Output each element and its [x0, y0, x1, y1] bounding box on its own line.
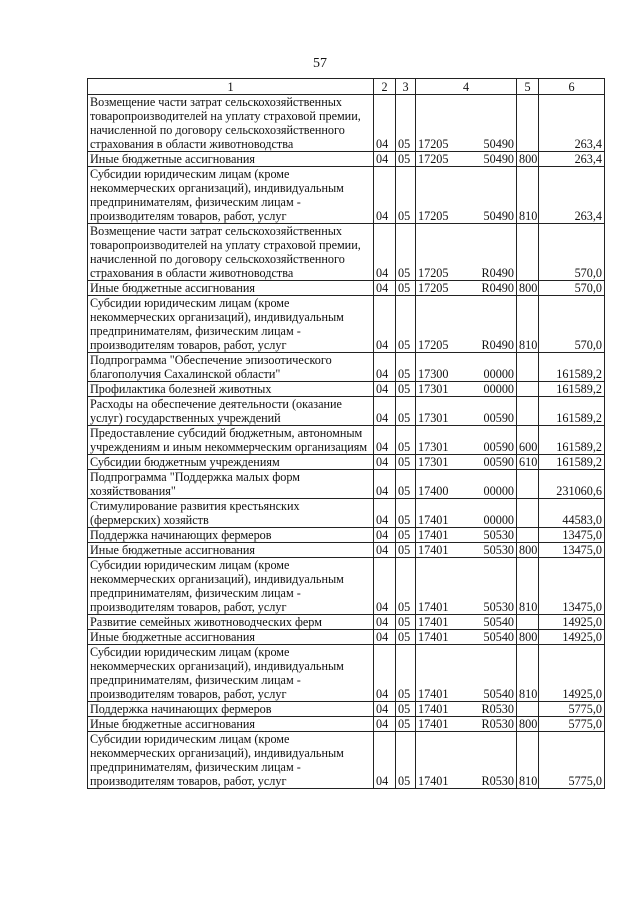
row-expense-type-code [517, 95, 539, 152]
row-name: Возмещение части затрат сельскохозяйственных товаропроизводителей на уплату страховой премии, начисленной по договору сельскохозяйственного страхования в области животноводства [88, 95, 374, 152]
header-col-4: 4 [416, 79, 517, 95]
table-row [88, 455, 605, 470]
row-subsection-code: 05 [396, 224, 416, 281]
header-col-6: 6 [539, 79, 605, 95]
row-section-code: 04 [374, 296, 396, 353]
row-program-code: 17301 [416, 426, 464, 455]
row-subsection-code: 05 [396, 167, 416, 224]
row-program-code: 17301 [416, 455, 464, 470]
row-subsection-code: 05 [396, 645, 416, 702]
row-amount: 570,0 [539, 296, 605, 353]
row-program-code: 17205 [416, 296, 464, 353]
row-expense-type-code [517, 702, 539, 717]
row-program-code: 17401 [416, 630, 464, 645]
row-subsection-code: 05 [396, 630, 416, 645]
table-row [88, 224, 605, 281]
row-name: Субсидии юридическим лицам (кроме некоммерческих организаций), индивидуальным предпринимателям, физическим лицам - производителям товаров, работ, услуг [88, 645, 374, 702]
row-section-code: 04 [374, 732, 396, 789]
row-direction-code: 50540 [464, 630, 517, 645]
row-amount: 263,4 [539, 95, 605, 152]
table-row [88, 95, 605, 152]
row-expense-type-code: 810 [517, 732, 539, 789]
row-amount: 14925,0 [539, 615, 605, 630]
row-section-code: 04 [374, 382, 396, 397]
header-col-2: 2 [374, 79, 396, 95]
row-direction-code: 50530 [464, 558, 517, 615]
row-expense-type-code [517, 470, 539, 499]
row-amount: 13475,0 [539, 558, 605, 615]
row-section-code: 04 [374, 167, 396, 224]
table-row [88, 528, 605, 543]
table-row [88, 167, 605, 224]
row-name: Профилактика болезней животных [88, 382, 374, 397]
row-direction-code: R0530 [464, 702, 517, 717]
table-header-row [88, 79, 605, 95]
row-name: Субсидии юридическим лицам (кроме некоммерческих организаций), индивидуальным предпринимателям, физическим лицам - производителям товаров, работ, услуг [88, 167, 374, 224]
row-name: Иные бюджетные ассигнования [88, 630, 374, 645]
row-direction-code: 50530 [464, 543, 517, 558]
row-section-code: 04 [374, 499, 396, 528]
row-subsection-code: 05 [396, 455, 416, 470]
row-expense-type-code: 810 [517, 645, 539, 702]
table-row [88, 499, 605, 528]
row-section-code: 04 [374, 224, 396, 281]
row-amount: 14925,0 [539, 645, 605, 702]
table-row [88, 382, 605, 397]
row-subsection-code: 05 [396, 95, 416, 152]
row-expense-type-code [517, 528, 539, 543]
row-direction-code: R0530 [464, 717, 517, 732]
row-direction-code: R0490 [464, 224, 517, 281]
row-expense-type-code: 600 [517, 426, 539, 455]
table-row [88, 152, 605, 167]
row-name: Субсидии бюджетным учреждениям [88, 455, 374, 470]
row-section-code: 04 [374, 630, 396, 645]
header-col-5: 5 [517, 79, 539, 95]
row-subsection-code: 05 [396, 543, 416, 558]
row-subsection-code: 05 [396, 152, 416, 167]
row-expense-type-code: 610 [517, 455, 539, 470]
row-program-code: 17401 [416, 732, 464, 789]
row-amount: 161589,2 [539, 382, 605, 397]
row-name: Поддержка начинающих фермеров [88, 702, 374, 717]
row-name: Иные бюджетные ассигнования [88, 281, 374, 296]
row-amount: 14925,0 [539, 630, 605, 645]
row-expense-type-code [517, 353, 539, 382]
row-amount: 5775,0 [539, 702, 605, 717]
row-direction-code: R0530 [464, 732, 517, 789]
row-program-code: 17401 [416, 528, 464, 543]
table-row [88, 630, 605, 645]
header-col-1: 1 [88, 79, 374, 95]
row-expense-type-code [517, 499, 539, 528]
table-row [88, 353, 605, 382]
row-amount: 13475,0 [539, 543, 605, 558]
row-program-code: 17400 [416, 470, 464, 499]
row-program-code: 17205 [416, 281, 464, 296]
row-subsection-code: 05 [396, 426, 416, 455]
row-amount: 263,4 [539, 167, 605, 224]
row-direction-code: R0490 [464, 281, 517, 296]
row-section-code: 04 [374, 95, 396, 152]
row-direction-code: 50530 [464, 528, 517, 543]
row-section-code: 04 [374, 397, 396, 426]
row-amount: 161589,2 [539, 353, 605, 382]
row-direction-code: 50490 [464, 95, 517, 152]
row-section-code: 04 [374, 528, 396, 543]
row-expense-type-code [517, 224, 539, 281]
table-row [88, 717, 605, 732]
table-row [88, 470, 605, 499]
row-direction-code: 50490 [464, 167, 517, 224]
row-amount: 570,0 [539, 224, 605, 281]
table-row [88, 426, 605, 455]
row-direction-code: 00590 [464, 397, 517, 426]
row-section-code: 04 [374, 717, 396, 732]
row-name: Возмещение части затрат сельскохозяйственных товаропроизводителей на уплату страховой премии, начисленной по договору сельскохозяйственного страхования в области животноводства [88, 224, 374, 281]
row-direction-code: 50540 [464, 615, 517, 630]
row-name: Субсидии юридическим лицам (кроме некоммерческих организаций), индивидуальным предпринимателям, физическим лицам - производителям товаров, работ, услуг [88, 558, 374, 615]
row-program-code: 17301 [416, 397, 464, 426]
row-section-code: 04 [374, 152, 396, 167]
row-direction-code: 00000 [464, 470, 517, 499]
row-amount: 570,0 [539, 281, 605, 296]
row-program-code: 17301 [416, 382, 464, 397]
row-subsection-code: 05 [396, 470, 416, 499]
table-row [88, 615, 605, 630]
row-name: Поддержка начинающих фермеров [88, 528, 374, 543]
row-subsection-code: 05 [396, 296, 416, 353]
row-section-code: 04 [374, 645, 396, 702]
row-name: Субсидии юридическим лицам (кроме некоммерческих организаций), индивидуальным предпринимателям, физическим лицам - производителям товаров, работ, услуг [88, 296, 374, 353]
row-amount: 44583,0 [539, 499, 605, 528]
row-subsection-code: 05 [396, 732, 416, 789]
row-subsection-code: 05 [396, 397, 416, 426]
row-subsection-code: 05 [396, 558, 416, 615]
row-amount: 263,4 [539, 152, 605, 167]
row-program-code: 17205 [416, 152, 464, 167]
row-direction-code: 00590 [464, 426, 517, 455]
row-program-code: 17205 [416, 167, 464, 224]
row-amount: 13475,0 [539, 528, 605, 543]
row-amount: 5775,0 [539, 717, 605, 732]
row-program-code: 17205 [416, 224, 464, 281]
row-subsection-code: 05 [396, 353, 416, 382]
row-expense-type-code [517, 615, 539, 630]
row-name: Предоставление субсидий бюджетным, автономным учреждениям и иным некоммерческим организациям [88, 426, 374, 455]
row-section-code: 04 [374, 281, 396, 296]
row-section-code: 04 [374, 470, 396, 499]
row-expense-type-code: 800 [517, 717, 539, 732]
budget-table [87, 78, 605, 789]
row-expense-type-code: 800 [517, 152, 539, 167]
row-program-code: 17401 [416, 717, 464, 732]
row-section-code: 04 [374, 455, 396, 470]
row-subsection-code: 05 [396, 615, 416, 630]
row-subsection-code: 05 [396, 382, 416, 397]
row-section-code: 04 [374, 543, 396, 558]
row-name: Подпрограмма "Обеспечение эпизоотического благополучия Сахалинской области" [88, 353, 374, 382]
row-program-code: 17401 [416, 615, 464, 630]
table-row [88, 397, 605, 426]
table-row [88, 281, 605, 296]
row-name: Иные бюджетные ассигнования [88, 152, 374, 167]
row-name: Иные бюджетные ассигнования [88, 717, 374, 732]
header-col-3: 3 [396, 79, 416, 95]
row-section-code: 04 [374, 615, 396, 630]
row-subsection-code: 05 [396, 281, 416, 296]
row-name: Развитие семейных животноводческих ферм [88, 615, 374, 630]
row-section-code: 04 [374, 426, 396, 455]
row-amount: 231060,6 [539, 470, 605, 499]
table-row [88, 732, 605, 789]
row-program-code: 17401 [416, 702, 464, 717]
row-name: Субсидии юридическим лицам (кроме некоммерческих организаций), индивидуальным предпринимателям, физическим лицам - производителям товаров, работ, услуг [88, 732, 374, 789]
row-section-code: 04 [374, 558, 396, 615]
row-expense-type-code [517, 397, 539, 426]
table-row [88, 543, 605, 558]
row-expense-type-code: 800 [517, 543, 539, 558]
row-program-code: 17401 [416, 543, 464, 558]
table-row [88, 558, 605, 615]
row-program-code: 17401 [416, 558, 464, 615]
row-direction-code: R0490 [464, 296, 517, 353]
row-program-code: 17300 [416, 353, 464, 382]
table-row [88, 645, 605, 702]
row-subsection-code: 05 [396, 702, 416, 717]
row-direction-code: 50490 [464, 152, 517, 167]
table-row [88, 702, 605, 717]
row-name: Стимулирование развития крестьянских (фермерских) хозяйств [88, 499, 374, 528]
row-amount: 161589,2 [539, 397, 605, 426]
row-subsection-code: 05 [396, 717, 416, 732]
row-expense-type-code: 810 [517, 558, 539, 615]
row-expense-type-code: 800 [517, 281, 539, 296]
row-name: Расходы на обеспечение деятельности (оказание услуг) государственных учреждений [88, 397, 374, 426]
row-name: Иные бюджетные ассигнования [88, 543, 374, 558]
row-amount: 161589,2 [539, 455, 605, 470]
row-subsection-code: 05 [396, 499, 416, 528]
row-program-code: 17205 [416, 95, 464, 152]
row-expense-type-code: 810 [517, 296, 539, 353]
row-direction-code: 00000 [464, 353, 517, 382]
row-section-code: 04 [374, 702, 396, 717]
row-name: Подпрограмма "Поддержка малых форм хозяйствования" [88, 470, 374, 499]
row-amount: 161589,2 [539, 426, 605, 455]
row-expense-type-code [517, 382, 539, 397]
row-amount: 5775,0 [539, 732, 605, 789]
row-subsection-code: 05 [396, 528, 416, 543]
row-program-code: 17401 [416, 499, 464, 528]
row-program-code: 17401 [416, 645, 464, 702]
row-direction-code: 00000 [464, 382, 517, 397]
page-number: 57 [313, 56, 327, 71]
row-expense-type-code: 800 [517, 630, 539, 645]
row-direction-code: 00590 [464, 455, 517, 470]
row-direction-code: 50540 [464, 645, 517, 702]
row-expense-type-code: 810 [517, 167, 539, 224]
row-section-code: 04 [374, 353, 396, 382]
row-direction-code: 00000 [464, 499, 517, 528]
table-row [88, 296, 605, 353]
